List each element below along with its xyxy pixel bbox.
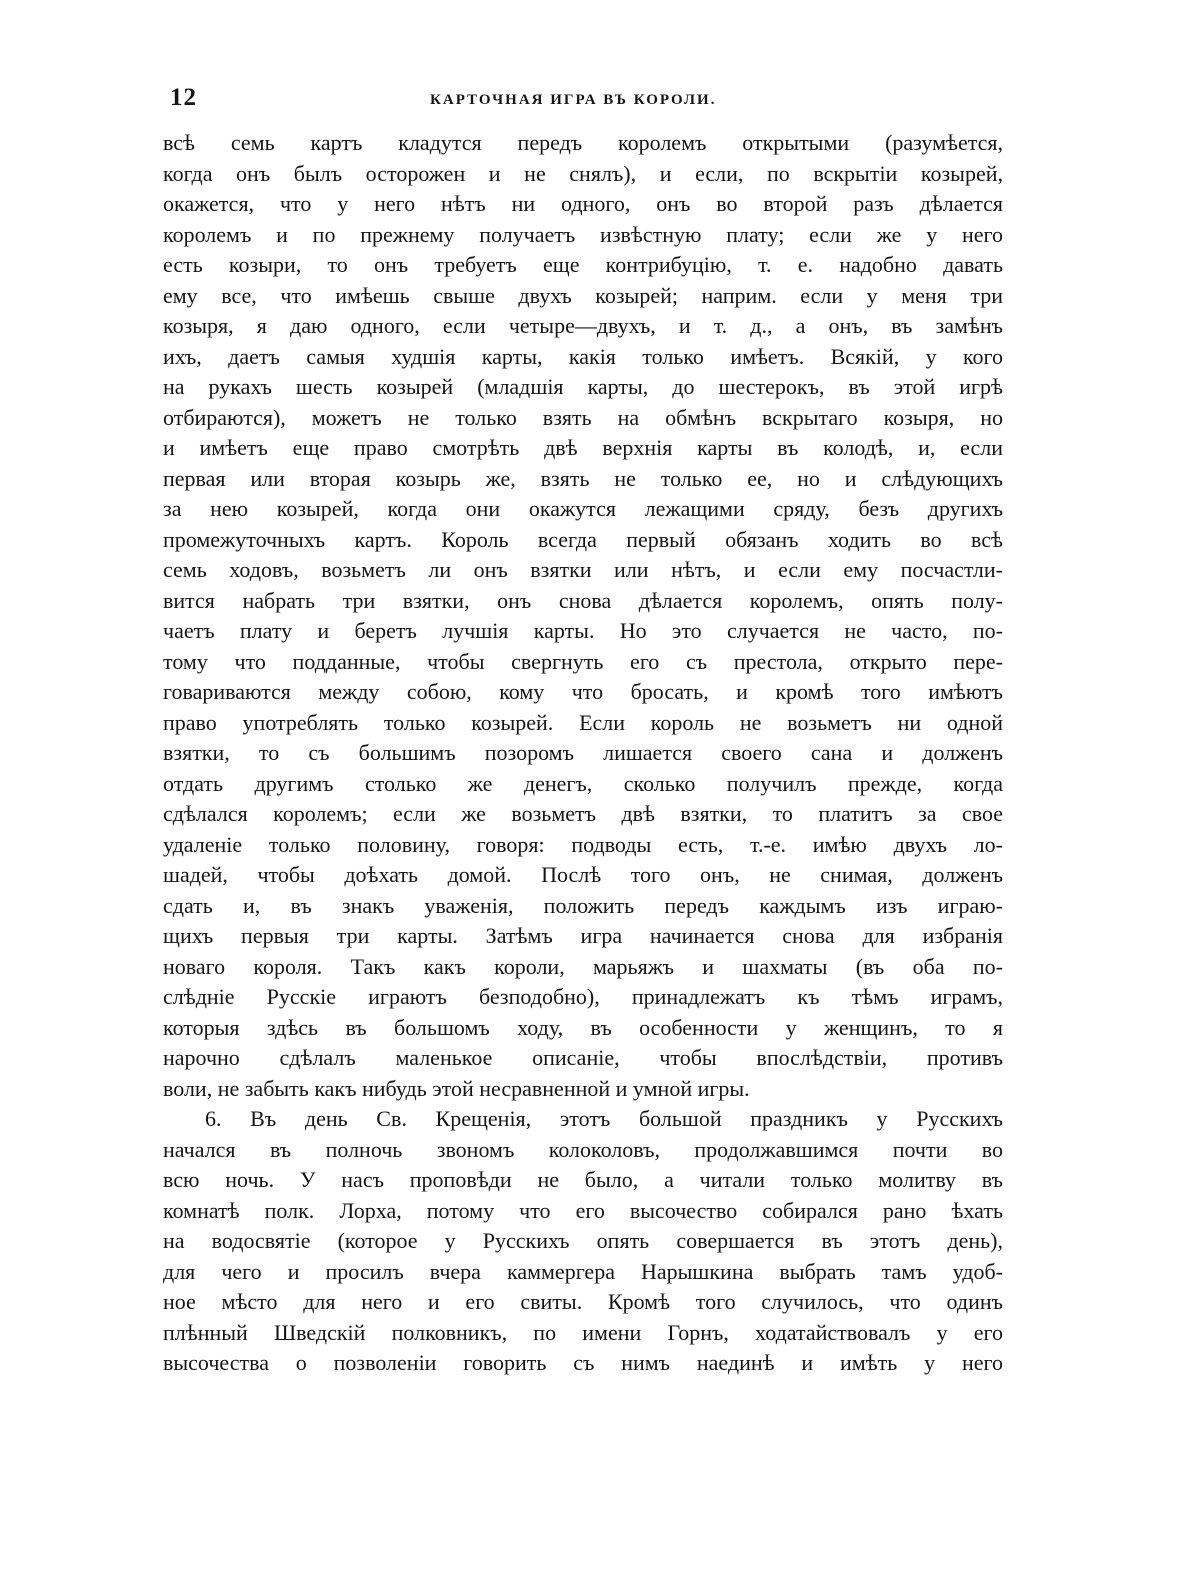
text-line: королемъ и по прежнему получаетъ извѣстную плату; если же у него [163,221,1003,247]
text-line: чаетъ плату и беретъ лучшія карты. Но это случается не часто, по- [163,618,1003,643]
text-line: начался въ полночь звономъ колоколовъ, продолжавшимся почти во [163,1136,1003,1162]
text-line: всѣ семь картъ кладутся передъ королемъ открытыми (разумѣется, [163,130,1003,155]
text-line: и имѣетъ еще право смотрѣть двѣ верхнія карты въ колодѣ, и, если [163,435,1003,460]
text-line: право употреблять только козырей. Если король не возьметъ ни одной [163,709,1003,735]
text-line: за нею козырей, когда они окажутся лежащими сряду, безъ другихъ [163,496,1003,521]
text-line: ему все, что имѣешь свыше двухъ козырей; наприм. если у меня три [163,282,1003,308]
text-line: всю ночь. У насъ проповѣди не было, а читали только молитву въ [163,1167,1003,1192]
text-line: 6. Въ день Св. Крещенія, этотъ большой праздникъ у Русскихъ [205,1106,1003,1131]
text-line: сдать и, въ знакъ уваженія, положить передъ каждымъ изъ играю- [163,892,1003,918]
text-line: комнатѣ полк. Лорха, потому что его высочество собирался рано ѣхать [163,1197,1003,1223]
text-line: шадей, чтобы доѣхать домой. Послѣ того онъ, не снимая, долженъ [163,862,1003,887]
text-line: взятки, то съ большимъ позоромъ лишается своего сана и долженъ [163,740,1003,765]
text-line: удаленіе только половину, говоря: подводы есть, т.-е. имѣю двухъ ло- [163,831,1003,857]
page-number: 12 [170,84,197,111]
text-line: говариваются между собою, кому что бросать, и кромѣ того имѣютъ [163,679,1003,704]
text-line: слѣдніе Русскіе играютъ безподобно), принадлежатъ къ тѣмъ играмъ, [163,984,1003,1009]
text-line: семь ходовъ, возьметъ ли онъ взятки или нѣтъ, и если ему посчастли- [163,557,1003,582]
running-title: КАРТОЧНАЯ ИГРА ВЪ КОРОЛИ. [430,92,717,108]
text-line: высочества о позволеніи говорить съ нимъ наединѣ и имѣть у него [163,1350,1003,1375]
text-line: нарочно сдѣлалъ маленькое описаніе, чтобы впослѣдствіи, противъ [163,1045,1003,1070]
page-header [170,84,1000,116]
text-line: сдѣлался королемъ; если же возьметъ двѣ взятки, то платитъ за свое [163,801,1003,826]
text-line: щихъ первыя три карты. Затѣмъ игра начинается снова для избранія [163,923,1003,948]
text-line: на рукахъ шесть козырей (младшія карты, до шестерокъ, въ этой игрѣ [163,374,1003,399]
text-line: первая или вторая козырь же, взять не только ее, но и слѣдующихъ [163,465,1003,491]
text-line: вится набрать три взятки, онъ снова дѣлается королемъ, опять полу- [163,587,1003,613]
text-line: на водосвятіе (которое у Русскихъ опять совершается въ этотъ день), [163,1228,1003,1253]
text-line: есть козыри, то онъ требуетъ еще контрибуцію, т. е. надобно давать [163,252,1003,277]
body-text [163,128,1003,1379]
text-line: козыря, я даю одного, если четыре—двухъ, и т. д., а онъ, въ замѣнъ [163,313,1003,338]
text-line: промежуточныхъ картъ. Король всегда первый обязанъ ходить во всѣ [163,526,1003,552]
text-line: воли, не забыть какъ нибудь этой несравненной и умной игры. [163,1075,750,1101]
text-line: отдать другимъ столько же денегъ, сколько получилъ прежде, когда [163,770,1003,796]
text-line: которыя здѣсь въ большомъ ходу, въ особенности у женщинъ, то я [163,1014,1003,1040]
text-line: ное мѣсто для него и его свиты. Кромѣ того случилось, что одинъ [163,1289,1003,1314]
text-line: для чего и просилъ вчера каммергера Нарышкина выбрать тамъ удоб- [163,1258,1003,1284]
text-line: окажется, что у него нѣтъ ни одного, онъ во второй разъ дѣлается [163,191,1003,216]
text-line: ихъ, даетъ самыя худшія карты, какія только имѣетъ. Всякій, у кого [163,343,1003,369]
paragraph-epiphany [163,1104,1003,1379]
text-line: когда онъ былъ осторожен и не снялъ), и если, по вскрытіи козырей, [163,160,1003,186]
text-line: плѣнный Шведскій полковникъ, по имени Горнъ, ходатайствовалъ у его [163,1319,1003,1345]
text-line: новаго короля. Такъ какъ короли, марьяжъ и шахматы (въ оба по- [163,953,1003,979]
paragraph-card-game-description [163,128,1003,1104]
text-line: тому что подданные, чтобы свергнуть его съ престола, открыто пере- [163,648,1003,674]
text-line: отбираются), можетъ не только взять на обмѣнъ вскрытаго козыря, но [163,404,1003,430]
